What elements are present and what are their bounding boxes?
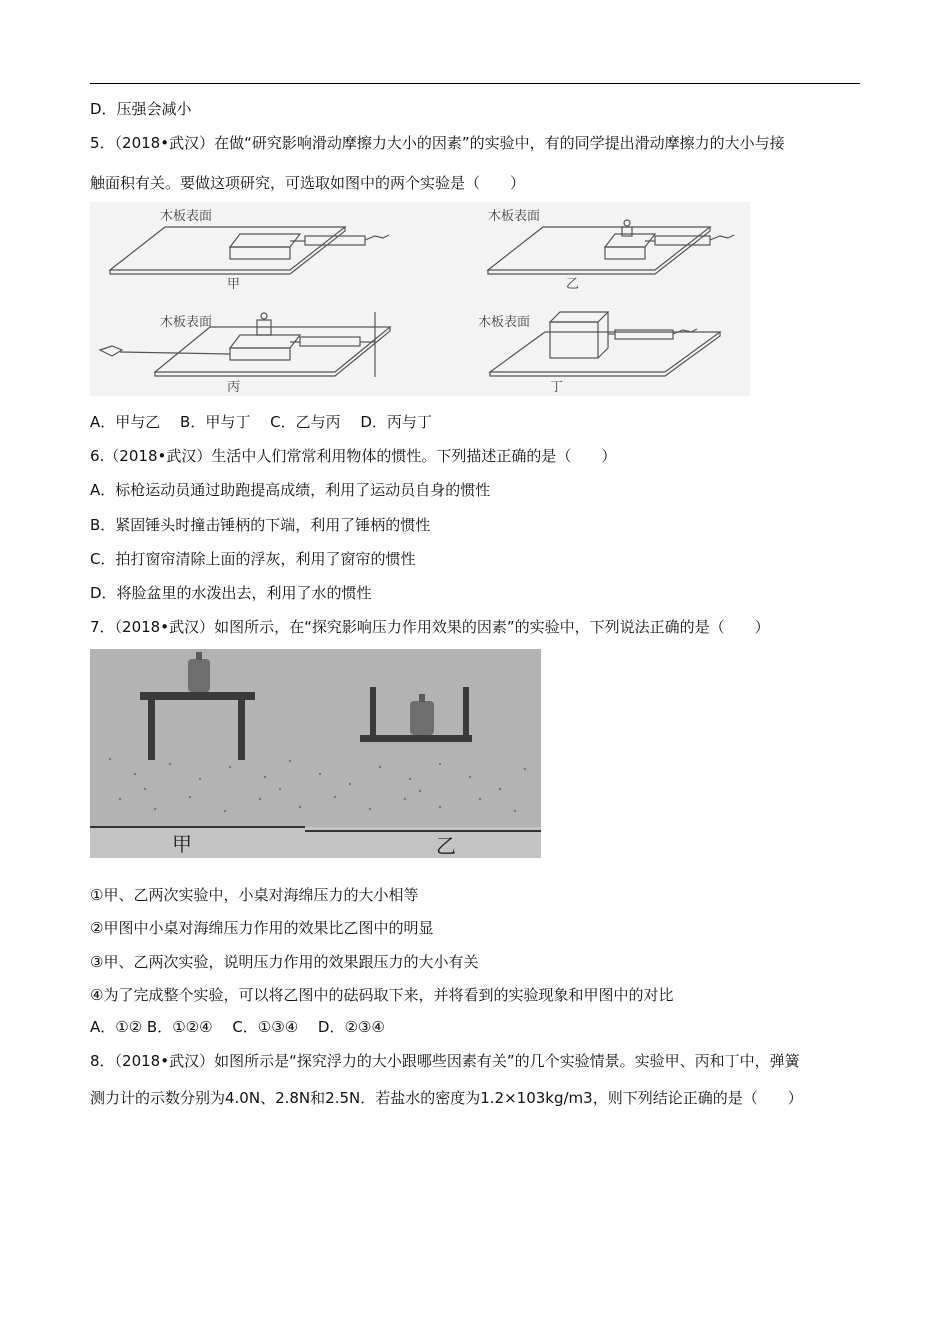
friction-experiment-figure — [90, 202, 750, 396]
figure-label-ding: 丁 — [550, 380, 564, 395]
surface-label-b: 木板表面 — [488, 209, 541, 224]
q7-statement-3: ③甲、乙两次实验，说明压力作用的效果跟压力的大小有关 — [90, 953, 479, 971]
surface-label-c: 木板表面 — [160, 315, 213, 330]
q6-stem: 6.（2018•武汉）生活中人们常常利用物体的惯性。下列描述正确的是（ ） — [90, 447, 617, 465]
q6-option-b: B．紧固锤头时撞击锤柄的下端，利用了锤柄的惯性 — [90, 516, 431, 534]
surface-label-d: 木板表面 — [478, 315, 531, 330]
q6-option-c: C．拍打窗帘清除上面的浮灰，利用了窗帘的惯性 — [90, 550, 416, 568]
q7-stem: 7．（2018•武汉）如图所示，在“探究影响压力作用效果的因素”的实验中，下列说法正确的是（ ） — [90, 618, 770, 636]
q5-stem-line2: 触面积有关。要做这项研究，可选取如图中的两个实验是（ ） — [90, 174, 526, 192]
header-rule — [90, 83, 860, 84]
figure-label-yi: 乙 — [566, 277, 580, 292]
pressure-experiment-figure — [90, 649, 541, 858]
surface-label-a: 木板表面 — [160, 209, 213, 224]
q6-option-d: D．将脸盆里的水泼出去，利用了水的惯性 — [90, 584, 372, 602]
figure-label-bing: 丙 — [227, 380, 241, 395]
q7-statement-2: ②甲图中小桌对海绵压力作用的效果比乙图中的明显 — [90, 919, 434, 937]
q7-options: A．①② B．①②④ C．①③④ D．②③④ — [90, 1018, 385, 1036]
figure-label-jia-7: 甲 — [172, 832, 192, 856]
figure-label-jia: 甲 — [227, 277, 241, 292]
q5-options: A．甲与乙 B．甲与丁 C．乙与丙 D．丙与丁 — [90, 413, 432, 431]
q8-stem-line1: 8．（2018•武汉）如图所示是“探究浮力的大小跟哪些因素有关”的几个实验情景。实验甲、丙和丁中，弹簧 — [90, 1052, 800, 1070]
q5-stem-line1: 5．（2018•武汉）在做“研究影响滑动摩擦力大小的因素”的实验中，有的同学提出滑动摩擦力的大小与接 — [90, 134, 785, 152]
figure-label-yi-7: 乙 — [436, 834, 456, 858]
q7-statement-4: ④为了完成整个实验，可以将乙图中的砝码取下来，并将看到的实验现象和甲图中的对比 — [90, 986, 674, 1004]
prev-option-d: D．压强会减小 — [90, 100, 192, 118]
q8-stem-line2: 测力计的示数分别为4.0N、2.8N和2.5N．若盐水的密度为1.2×103kg/m3，则下列结论正确的是（ ） — [90, 1089, 803, 1107]
q7-statement-1: ①甲、乙两次实验中，小桌对海绵压力的大小相等 — [90, 886, 419, 904]
q6-option-a: A．标枪运动员通过助跑提高成绩，利用了运动员自身的惯性 — [90, 481, 491, 499]
